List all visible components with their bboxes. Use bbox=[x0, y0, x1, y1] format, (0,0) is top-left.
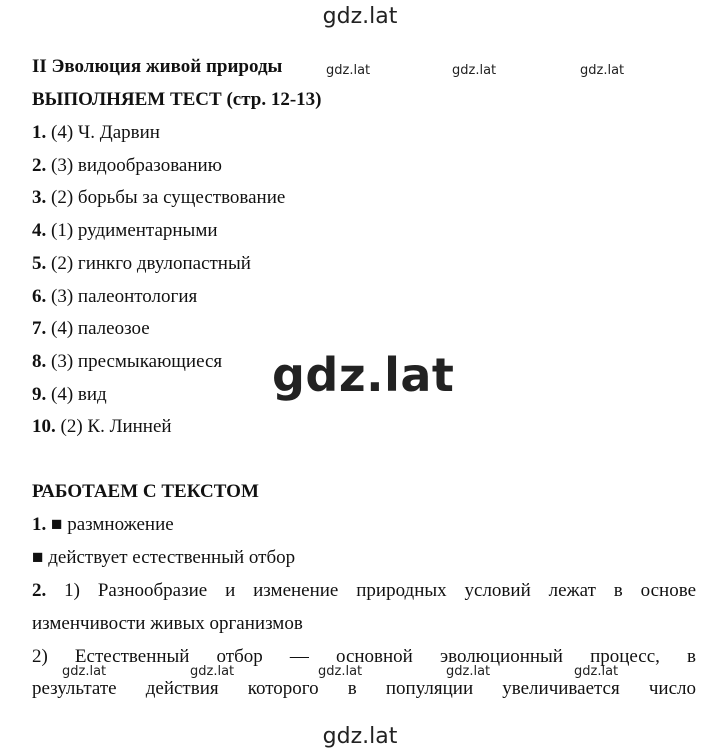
watermark-small: gdz.lat bbox=[318, 664, 363, 679]
question-text: ■ размножение bbox=[46, 514, 174, 535]
watermark-small: gdz.lat bbox=[190, 664, 235, 679]
watermark-top: gdz.lat bbox=[322, 4, 398, 29]
answer-text: (2) борьбы за существование bbox=[46, 187, 286, 208]
answer-number: 3. bbox=[32, 187, 47, 208]
answer-number: 10. bbox=[32, 416, 56, 437]
answer-item bbox=[32, 253, 251, 275]
answer-number: 1. bbox=[32, 122, 47, 143]
answer-item bbox=[32, 351, 222, 373]
test-title: ВЫПОЛНЯЕМ ТЕСТ (стр. 12-13) bbox=[32, 89, 322, 110]
watermark-small: gdz.lat bbox=[574, 664, 619, 679]
question-text: 1) Разнообразие и изменение природных условий лежат в основе bbox=[46, 580, 696, 601]
text-work-q2-line: изменчивости живых организмов bbox=[32, 613, 303, 634]
text-work-title: РАБОТАЕМ С ТЕКСТОМ bbox=[32, 481, 259, 502]
watermark-small: gdz.lat bbox=[580, 63, 625, 78]
watermark-small: gdz.lat bbox=[452, 63, 497, 78]
text-work-q2-line bbox=[32, 580, 696, 602]
watermark-center: gdz.lat bbox=[272, 348, 455, 402]
answer-number: 2. bbox=[32, 155, 47, 176]
answer-text: (4) Ч. Дарвин bbox=[46, 122, 160, 143]
answer-item bbox=[32, 155, 222, 177]
answer-text: (2) гинкго двулопастный bbox=[46, 253, 251, 274]
answer-text: (2) К. Линней bbox=[55, 416, 172, 437]
answer-item bbox=[32, 416, 172, 438]
answer-number: 7. bbox=[32, 318, 47, 339]
text-work-q1-line bbox=[32, 514, 174, 536]
watermark-small: gdz.lat bbox=[62, 664, 107, 679]
answer-text: (3) палеонтология bbox=[46, 286, 198, 307]
text-work-q2-line: результате действия которого в популяции увеличивается число bbox=[32, 678, 696, 699]
answer-text: (3) пресмыкающиеся bbox=[46, 351, 223, 372]
answer-item bbox=[32, 122, 160, 144]
answer-item bbox=[32, 384, 107, 406]
answer-text: (3) видообразованию bbox=[46, 155, 222, 176]
answer-text: (4) палеозое bbox=[46, 318, 150, 339]
answer-text: (4) вид bbox=[46, 384, 107, 405]
answer-number: 6. bbox=[32, 286, 47, 307]
answer-item bbox=[32, 318, 150, 340]
watermark-bottom: gdz.lat bbox=[322, 724, 398, 749]
answer-item bbox=[32, 220, 218, 242]
text-work-q1-line: ■ действует естественный отбор bbox=[32, 547, 296, 568]
answer-number: 9. bbox=[32, 384, 47, 405]
section-title: II Эволюция живой природы bbox=[32, 56, 283, 77]
answer-number: 4. bbox=[32, 220, 47, 241]
answer-item bbox=[32, 187, 285, 209]
watermark-small: gdz.lat bbox=[326, 63, 371, 78]
answer-text: (1) рудиментарными bbox=[46, 220, 218, 241]
answer-number: 5. bbox=[32, 253, 47, 274]
answer-item bbox=[32, 286, 197, 308]
question-number: 2. bbox=[32, 580, 47, 601]
question-number: 1. bbox=[32, 514, 47, 535]
watermark-small: gdz.lat bbox=[446, 664, 491, 679]
answer-number: 8. bbox=[32, 351, 47, 372]
text-work-q2-line: 2) Естественный отбор — основной эволюционный процесс, в bbox=[32, 646, 696, 667]
